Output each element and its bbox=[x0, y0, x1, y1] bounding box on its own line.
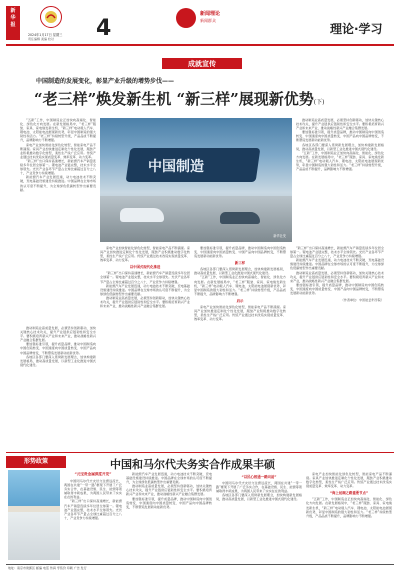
article-column-1b bbox=[20, 326, 96, 446]
photo-bridge bbox=[8, 506, 60, 512]
logo-icon bbox=[40, 6, 62, 28]
banner-headline bbox=[34, 88, 384, 109]
brand-logo-icon bbox=[176, 8, 196, 28]
paragraph: 中国同马尔代夫友好交往源远流长，两国在共建“一带一路”框架下开展了广泛务实合作，在基础设施、民生、能源等领域取得丰硕成果，为两国人民带来了实实在在的利益。 bbox=[216, 481, 302, 494]
paragraph: 推动制造业高质量发展，必须坚持创新驱动，加快关键核心技术攻关，提升产业链供应链韧性和安全水平。要积极培育新兴产业和未来产业，推动战略性新兴产业融合集群发展。 bbox=[20, 326, 96, 343]
page-number: 4 bbox=[96, 16, 112, 41]
paragraph: 各地区各部门要深入贯彻新发展理念，加快构建新发展格局，推动高质量发展，以新型工业化推进中国式现代化建设。 bbox=[216, 493, 302, 502]
paragraph: 各地区各部门要深入贯彻新发展理念，加快构建新发展格局，推动高质量发展，以新型工业化推进中国式现代化建设。 bbox=[194, 267, 286, 276]
bottom-sidebar bbox=[64, 472, 122, 562]
paragraph: 推动制造业高质量发展，必须坚持创新驱动，加快关键核心技术攻关，提升产业链供应链韧性和安全水平。要积极培育新兴产业和未来产业，推动战略性新兴产业融合集群发展。 bbox=[126, 484, 212, 497]
paragraph: 要加强标准引领，提升质量品牌，推动中国制造向中国创造转变、中国速度向中国质量转变、中国产品向中国品牌转变，不断塑造发展新动能新优势。 bbox=[20, 342, 96, 355]
paragraph: 新能源汽车产业发展迅速，动力电池技术不断突破，充电基础设施建设持续推进。中国品牌在全球市场的认可度不断提升，为全球绿色低碳转型作出重要贡献。 bbox=[290, 258, 384, 271]
paragraph: 家电产业加快智能化绿色化转型，智能家电产品不断涌现。家具产业加快推进定制化个性化发展，服装产业积极推动数字化转型，柔性生产线广泛应用。传统产业通过技术改造实现质量变革、效率变革、动力变革。 bbox=[100, 246, 190, 263]
bottom-tag: 形势政策 bbox=[6, 456, 66, 468]
paragraph: 要加强标准引领，提升质量品牌，推动中国制造向中国创造转变、中国速度向中国质量转变、中国产品向中国品牌转变，不断塑造发展新动能新优势。 bbox=[126, 496, 212, 509]
subhead: 启示 bbox=[236, 298, 244, 303]
sidebar-title: “元宝贵金属深度开发” bbox=[74, 472, 112, 476]
photo-car bbox=[120, 208, 164, 222]
bottom-headline: 中国和马尔代夫务实合作成果丰硕 bbox=[110, 458, 275, 471]
paragraph: 新能源汽车产业发展迅速，动力电池技术不断突破，充电基础设施建设持续推进。中国品牌在全球市场的认可度不断提升，为全球绿色低碳转型作出重要贡献。 bbox=[100, 283, 190, 296]
photo-sign: 中国制造 bbox=[148, 159, 204, 175]
paragraph: 要加强标准引领，提升质量品牌，推动中国制造向中国创造转变、中国速度向中国质量转变、中国产品向中国品牌转变，不断塑造发展新动能新优势。 bbox=[290, 282, 384, 296]
subhead: “以民心相通一路向前” bbox=[241, 475, 277, 479]
paragraph: 要加强标准引领，提升质量品牌，推动中国制造向中国创造转变、中国速度向中国质量转变、中国产品向中国品牌转变，不断塑造发展新动能新优势。 bbox=[194, 246, 286, 259]
byline: （作者单位：中国社会科学院） bbox=[340, 298, 384, 303]
paragraph: “新三样”出口保持高速增长，新能源汽车产销量连续多年位居全球第一。锂电池产业链完整，技术水平全球领先。光伏产业各环节产量占全球比重超过百分之八十，产业竞争力持续增强。 bbox=[20, 158, 96, 176]
paragraph: 新能源汽车产业发展迅速，动力电池技术不断突破，充电基础设施建设持续推进。中国品牌在全球市场的认可度不断提升，为全球绿色低碳转型作出重要贡献。 bbox=[126, 472, 212, 485]
bottom-column-1 bbox=[126, 472, 212, 562]
paragraph: 要加强标准引领，提升质量品牌，推动中国制造向中国创造转变、中国速度向中国质量转变、中国产品向中国品牌转变，不断塑造发展新动能新优势。 bbox=[296, 130, 384, 143]
paragraph: 各地区各部门要深入贯彻新发展理念，加快构建新发展格局，推动高质量发展，以新型工业化推进中国式现代化建设。 bbox=[20, 354, 96, 367]
paragraph: “五新”工作，中国制造业正加快向高端化、智能化、绿色化方向发展。在新发展格局中，“老三样”服装、家具、家电焕发新生机，“新三样”电动载人汽车、锂电池、太阳能电池展现新优势，彰显中国制造的强大韧性和活力。“老三样”持续转型升级，产品品质不断提升，品牌影响力不断增强。 bbox=[194, 275, 286, 296]
brand-name: 新闻理论 bbox=[200, 11, 221, 17]
paragraph: 家电产业加快智能化绿色化转型，智能家电产品不断涌现。家具产业加快推进定制化个性化发展，服装产业积极推动数字化转型，柔性生产线广泛应用。传统产业通过技术改造实现质量变革、效率变革、动力变革。 bbox=[306, 472, 392, 489]
article-column-3 bbox=[100, 246, 190, 446]
article-column-5 bbox=[290, 246, 384, 446]
article-column-2 bbox=[296, 118, 384, 242]
footer: 地址：南京市建邺区 邮编 电话 传真 零售价 印刷 广告 发行 bbox=[8, 566, 87, 570]
paragraph: 推动制造业高质量发展，必须坚持创新驱动，加快关键核心技术攻关，提升产业链供应链韧性和安全水平。要积极培育新兴产业和未来产业，推动战略性新兴产业融合集群发展。 bbox=[290, 270, 384, 283]
date-line: 2024年1月17日 星期三 bbox=[28, 33, 63, 37]
masthead: 新 华 报 bbox=[6, 6, 20, 40]
paragraph: “新三样”出口保持高速增长，新能源汽车产销量连续多年位居全球第一。锂电池产业链完整，技术水平全球领先。光伏产业各环节产量占全球比重超过百分之八十，产业竞争力持续增强。 bbox=[64, 499, 122, 520]
paragraph: 推动制造业高质量发展，必须坚持创新驱动，加快关键核心技术攻关，提升产业链供应链韧性和安全水平。要积极培育新兴产业和未来产业，推动战略性新兴产业融合集群发展。 bbox=[296, 118, 384, 131]
photo-car bbox=[220, 212, 260, 224]
paragraph: 家电产业加快智能化绿色化转型，智能家电产品不断涌现。家具产业加快推进定制化个性化发展，服装产业积极推动数字化转型，柔性生产线广泛应用。传统产业通过技术改造实现质量变革、效率变革、动力变革。 bbox=[194, 304, 286, 322]
paragraph: “五新”工作，中国制造业正加快向高端化、智能化、绿色化方向发展。在新发展格局中，“老三样”服装、家具、家电焕发新生机，“新三样”电动载人汽车、锂电池、太阳能电池展现新优势，彰显中国制造的强大韧性和活力。“老三样”持续转型升级，产品品质不断提升，品牌影响力不断增强。 bbox=[20, 118, 96, 143]
bottom-column-3 bbox=[306, 472, 392, 562]
section-title: 理论·学习 bbox=[330, 22, 383, 36]
paragraph: 推动制造业高质量发展，必须坚持创新驱动，加快关键核心技术攻关，提升产业链供应链韧性和安全水平。要积极培育新兴产业和未来产业，推动战略性新兴产业融合集群发展。 bbox=[100, 295, 190, 309]
footer-rule bbox=[6, 564, 394, 565]
banner-tag: 成就宣传 bbox=[162, 58, 242, 69]
banner-kicker: 中国制造的发展变化，彰显产业升级的增势步伐—— bbox=[36, 78, 175, 85]
bottom-column-2 bbox=[216, 472, 302, 562]
paragraph: 家电产业加快智能化绿色化转型，智能家电产品不断涌现。家具产业加快推进定制化个性化发展，服装产业积极推动数字化转型，柔性生产线广泛应用。传统产业通过技术改造实现质量变革、效率变革、动力变革。 bbox=[20, 142, 96, 159]
paragraph: 各地区各部门要深入贯彻新发展理念，加快构建新发展格局，推动高质量发展，以新型工业化推进中国式现代化建设。 bbox=[296, 142, 384, 151]
paragraph: 中国同马尔代夫友好交往源远流长，两国在共建“一带一路”框架下开展了广泛务实合作，在基础设施、民生、能源等领域取得丰硕成果，为两国人民带来了实实在在的利益。 bbox=[64, 479, 122, 500]
subhead: 以中国式现代化推进 bbox=[129, 265, 161, 270]
article-column-1 bbox=[20, 118, 96, 324]
section-divider bbox=[6, 452, 394, 453]
paragraph: “新三样”出口保持高速增长，新能源汽车产销量连续多年位居全球第一。锂电池产业链完整，技术水平全球领先。光伏产业各环节产量占全球比重超过百分之八十，产业竞争力持续增强。 bbox=[290, 246, 384, 259]
date-sub: 责任编辑 美编 校对 bbox=[28, 37, 54, 41]
paragraph: “新三样”出口保持高速增长，新能源汽车产销量连续多年位居全球第一。锂电池产业链完整，技术水平全球领先。光伏产业各环节产量占全球比重超过百分之八十，产业竞争力持续增强。 bbox=[100, 271, 190, 284]
bottom-photo bbox=[8, 470, 60, 560]
subhead: 新三样 bbox=[234, 261, 246, 266]
paragraph: “五新”工作，中国制造业正加快向高端化、智能化、绿色化方向发展。在新发展格局中，“老三样”服装、家具、家电焕发新生机，“新三样”电动载人汽车、锂电池、太阳能电池展现新优势，彰显中国制造的强大韧性和活力。“老三样”持续转型升级，产品品质不断提升，品牌影响力不断增强。 bbox=[306, 497, 392, 518]
paragraph: 新能源汽车产业发展迅速，动力电池技术不断突破，充电基础设施建设持续推进。中国品牌在全球市场的认可度不断提升，为全球绿色低碳转型作出重要贡献。 bbox=[20, 175, 96, 192]
article-photo bbox=[100, 118, 292, 242]
header-rule bbox=[6, 44, 394, 46]
subhead: “海上丝绸之路重要节点” bbox=[329, 491, 369, 496]
photo-caption: 新华社发 bbox=[273, 234, 286, 238]
headline-text: “老三样”焕发新生机 “新三样”展现新优势 bbox=[34, 90, 314, 108]
brand-sub: 新闻群众 bbox=[200, 18, 216, 23]
paragraph: “五新”工作，中国制造业正加快向高端化、智能化、绿色化方向发展。在新发展格局中，“老三样”服装、家具、家电焕发新生机，“新三样”电动载人汽车、锂电池、太阳能电池展现新优势，彰显中国制造的强大韧性和活力。“老三样”持续转型升级，产品品质不断提升，品牌影响力不断增强。 bbox=[296, 150, 384, 172]
headline-suffix: (下) bbox=[313, 99, 325, 106]
article-column-4 bbox=[194, 246, 286, 446]
